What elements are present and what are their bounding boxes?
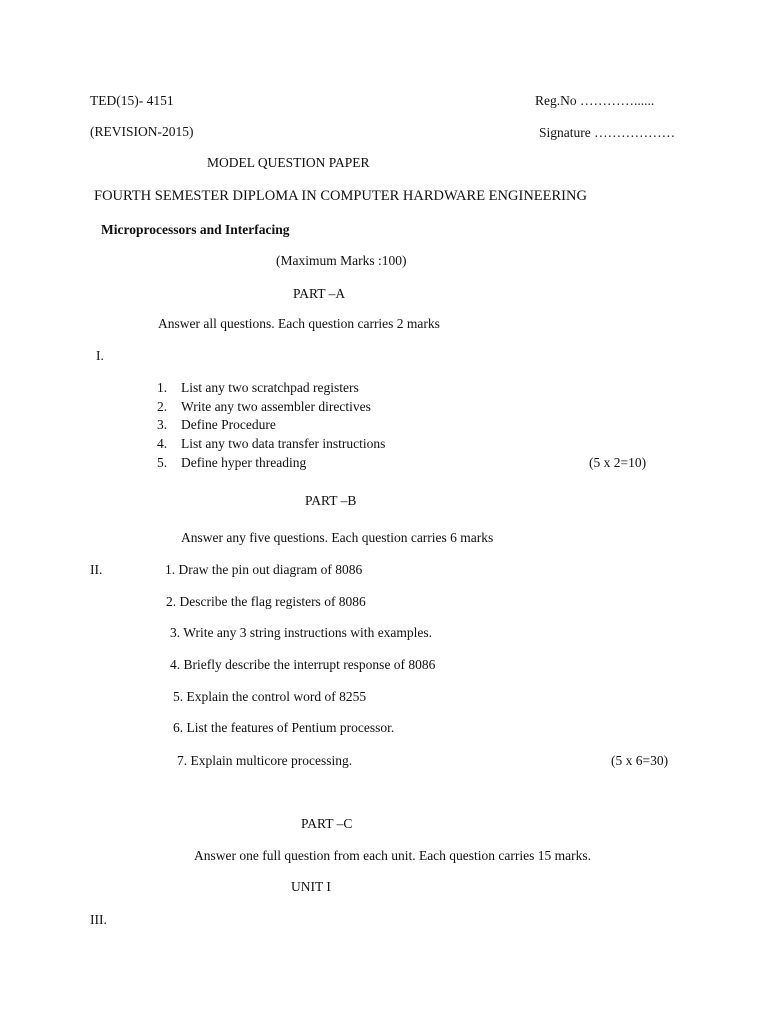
paper-code: TED(15)- 4151 bbox=[90, 93, 174, 108]
question-text: Define Procedure bbox=[181, 417, 276, 432]
part-b-marks: (5 x 6=30) bbox=[611, 753, 669, 768]
model-question-title: MODEL QUESTION PAPER bbox=[207, 155, 370, 170]
part-b-roman: II. bbox=[90, 562, 103, 577]
part-a-roman: I. bbox=[96, 348, 104, 363]
question-number: 3. bbox=[157, 417, 168, 432]
list-item: 7. Explain multicore processing. bbox=[177, 753, 353, 768]
question-text: Define hyper threading bbox=[181, 455, 307, 470]
part-c-roman: III. bbox=[90, 912, 107, 927]
question-text: Write any two assembler directives bbox=[181, 399, 371, 414]
part-a-marks: (5 x 2=10) bbox=[589, 455, 647, 470]
part-c-heading: PART –C bbox=[301, 816, 353, 831]
question-number: 5. bbox=[157, 455, 168, 470]
question-number: 2. bbox=[157, 399, 168, 414]
unit-heading: UNIT I bbox=[291, 879, 331, 894]
list-item: 4. Briefly describe the interrupt response of 8086 bbox=[170, 657, 436, 672]
part-c-instruction: Answer one full question from each unit. Each question carries 15 marks. bbox=[194, 848, 592, 863]
subject-title: Microprocessors and Interfacing bbox=[101, 222, 290, 237]
part-b-heading: PART –B bbox=[305, 493, 357, 508]
signature-field: Signature ……………… bbox=[539, 125, 676, 140]
list-item: 2. Describe the flag registers of 8086 bbox=[166, 594, 366, 609]
reg-no-field: Reg.No …………...... bbox=[535, 93, 655, 108]
part-b-instruction: Answer any five questions. Each question carries 6 marks bbox=[181, 530, 494, 545]
course-title: FOURTH SEMESTER DIPLOMA IN COMPUTER HARDWARE ENGINEERING bbox=[94, 188, 587, 204]
list-item: 1. Draw the pin out diagram of 8086 bbox=[165, 562, 363, 577]
question-number: 1. bbox=[157, 380, 168, 395]
max-marks: (Maximum Marks :100) bbox=[276, 253, 407, 268]
list-item: 3. Write any 3 string instructions with examples. bbox=[170, 625, 433, 640]
question-number: 4. bbox=[157, 436, 168, 451]
part-a-instruction: Answer all questions. Each question carries 2 marks bbox=[158, 316, 440, 331]
list-item: 5. Explain the control word of 8255 bbox=[173, 689, 367, 704]
revision: (REVISION-2015) bbox=[90, 124, 194, 139]
question-text: List any two scratchpad registers bbox=[181, 380, 359, 395]
list-item: 6. List the features of Pentium processor. bbox=[173, 720, 395, 735]
question-text: List any two data transfer instructions bbox=[181, 436, 386, 451]
part-a-heading: PART –A bbox=[293, 286, 346, 301]
